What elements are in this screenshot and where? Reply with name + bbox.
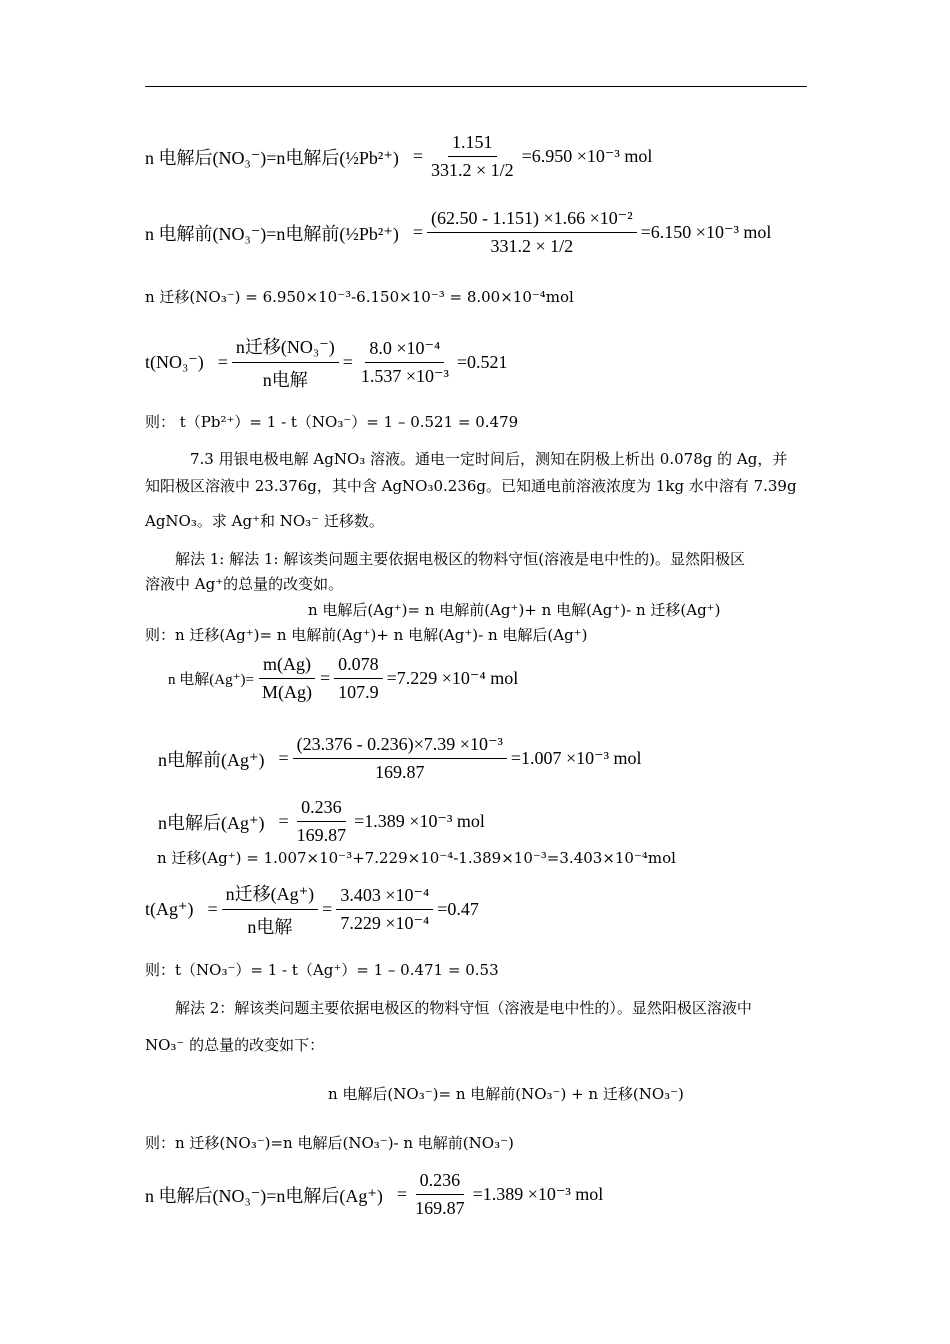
equation-rhs: =0.521 bbox=[456, 352, 508, 372]
equation-n-after-no3-ag: n 电解后(NO₃⁻)=n电解后(Ag⁺) = $\frac{0.236}{169.87}$ =1.389 ×10⁻³ mol bbox=[145, 1170, 604, 1218]
equation-n-before-ag: n电解前(Ag⁺) = $\frac{\text{(23.376 - 0.236)×7.39 ×10⁻³}}{169.87}$ =1.007 ×10⁻³ mol bbox=[158, 734, 642, 782]
equation-lhs: n 电解后(NO₃⁻)=n电解后(½Pb²⁺) bbox=[145, 147, 399, 168]
fraction-numerator: 0.078 bbox=[334, 654, 383, 679]
method-2-line-2: NO₃⁻ 的总量的改变如下： bbox=[145, 1036, 325, 1054]
fraction-denominator: M(Ag) bbox=[261, 682, 312, 702]
fraction-numerator: 3.403 ×10⁻⁴ bbox=[336, 885, 433, 910]
method-2-line-1: 解法 2：解该类问题主要依据电极区的物料守恒（溶液是电中性的）。显然阳极区溶液中 bbox=[175, 999, 752, 1017]
fraction-numerator: 0.236 bbox=[297, 797, 346, 822]
equation-lhs: t(NO₃⁻) bbox=[145, 352, 204, 372]
fraction-denominator: 169.87 bbox=[296, 825, 347, 845]
fraction bbox=[222, 880, 319, 939]
equation-lhs: n电解前(Ag⁺) bbox=[158, 749, 265, 770]
fraction-denominator: 169.87 bbox=[415, 1198, 465, 1218]
fraction bbox=[357, 338, 453, 387]
equation-t-no3: t(NO₃⁻) = $\frac{\text{n迁移(NO₃⁻)}}{\text{n电解}}$ = $\frac{\text{8.0 ×10⁻⁴}}{\text{1.537 ×10⁻³}}$ =0.521 bbox=[145, 333, 508, 392]
equation-n-migration-ag: n 迁移(Ag⁺) = 1.007×10⁻³+7.229×10⁻⁴-1.389×10⁻³=3.403×10⁻⁴mol bbox=[157, 849, 676, 867]
equation-n-electrolysis-ag: n 电解(Ag⁺)= $\frac{m(Ag)}{M(Ag)}$ = $\frac{0.078}{107.9}$ =7.229 ×10⁻⁴ mol bbox=[168, 654, 519, 702]
fraction bbox=[258, 654, 316, 703]
equation-lhs: n 电解前(NO₃⁻)=n电解前(½Pb²⁺) bbox=[145, 223, 399, 244]
equation-n-before-no3: n 电解前(NO₃⁻)=n电解前(½Pb²⁺) = $\frac{\text{(62.50 - 1.151) ×1.66 ×10⁻²}}{331.2 \times 1/2}$ =6.150 ×10⁻³ mol bbox=[145, 208, 772, 256]
fraction-denominator: n电解 bbox=[262, 370, 308, 390]
equation-rhs: =1.389 ×10⁻³ mol bbox=[472, 1184, 604, 1204]
fraction bbox=[336, 885, 433, 934]
equation-lhs: n电解后(Ag⁺) bbox=[158, 812, 265, 833]
equation-rhs: =6.950 ×10⁻³ mol bbox=[521, 146, 653, 166]
fraction-numerator: (62.50 - 1.151) ×1.66 ×10⁻² bbox=[427, 208, 637, 233]
fraction-numerator: n迁移(Ag⁺) bbox=[222, 880, 319, 910]
header-rule bbox=[145, 86, 807, 87]
problem-line-2: 知阳极区溶液中 23.376g，其中含 AgNO₃0.236g。已知通电前溶液浓度为 1kg 水中溶有 7.39g bbox=[145, 477, 797, 495]
equation-ag-balance: n 电解后(Ag⁺)= n 电解前(Ag⁺)+ n 电解(Ag⁺)- n 迁移(Ag⁺) bbox=[308, 601, 721, 619]
equation-n-migration-no3: n 迁移(NO₃⁻) = 6.950×10⁻³-6.150×10⁻³ = 8.00×10⁻⁴mol bbox=[145, 288, 574, 306]
equation-ag-migration: 则：n 迁移(Ag⁺)= n 电解前(Ag⁺)+ n 电解(Ag⁺)- n 电解后(Ag⁺) bbox=[145, 626, 588, 644]
equation-no3-migration: 则：n 迁移(NO₃⁻)=n 电解后(NO₃⁻)- n 电解前(NO₃⁻) bbox=[145, 1134, 514, 1152]
fraction bbox=[427, 132, 518, 181]
fraction-denominator: 107.9 bbox=[338, 682, 379, 702]
fraction-denominator: 7.229 ×10⁻⁴ bbox=[340, 913, 430, 933]
fraction-numerator: 1.151 bbox=[448, 132, 497, 157]
equation-n-after-ag: n电解后(Ag⁺) = $\frac{0.236}{169.87}$ =1.389 ×10⁻³ mol bbox=[158, 797, 485, 845]
fraction-denominator: 169.87 bbox=[375, 762, 425, 782]
fraction bbox=[334, 654, 383, 703]
equation-no3-balance: n 电解后(NO₃⁻)= n 电解前(NO₃⁻) + n 迁移(NO₃⁻) bbox=[328, 1085, 684, 1103]
fraction bbox=[293, 797, 351, 846]
equation-t-no3-result: 则：t（NO₃⁻）= 1 - t（Ag⁺）= 1 – 0.471 = 0.53 bbox=[145, 961, 499, 979]
problem-line-1: 7.3 用银电极电解 AgNO₃ 溶液。通电一定时间后，测知在阴极上析出 0.078g 的 Ag，并 bbox=[190, 450, 788, 468]
equation-rhs: =7.229 ×10⁻⁴ mol bbox=[386, 668, 519, 688]
equation-n-after-no3: n 电解后(NO₃⁻)=n电解后(½Pb²⁺) = $\frac{1.151}{331.2 \times 1/2}$ =6.950 ×10⁻³ mol bbox=[145, 132, 653, 180]
fraction bbox=[232, 333, 339, 392]
fraction-numerator: n迁移(NO₃⁻) bbox=[232, 333, 339, 363]
equation-rhs: =0.47 bbox=[437, 899, 479, 919]
fraction-numerator: (23.376 - 0.236)×7.39 ×10⁻³ bbox=[293, 734, 507, 759]
fraction-numerator: 8.0 ×10⁻⁴ bbox=[365, 338, 444, 363]
problem-line-3: AgNO₃。求 Ag⁺和 NO₃⁻ 迁移数。 bbox=[145, 512, 384, 530]
fraction-denominator: n电解 bbox=[247, 917, 293, 937]
fraction-denominator: 331.2 × 1/2 bbox=[430, 160, 514, 180]
method-1-line-2: 溶液中 Ag⁺的总量的改变如。 bbox=[145, 575, 344, 593]
equation-rhs: =1.389 ×10⁻³ mol bbox=[354, 811, 485, 831]
equation-lhs: t(Ag⁺) bbox=[145, 899, 194, 919]
equation-t-ag: t(Ag⁺) = $\frac{\text{n迁移(Ag⁺)}}{\text{n电解}}$ = $\frac{\text{3.403 ×10⁻⁴}}{\text{7.229 ×10⁻⁴}}$ =0.47 bbox=[145, 880, 479, 939]
equation-t-pb: 则： t（Pb²⁺）= 1 - t（NO₃⁻）= 1 – 0.521 = 0.479 bbox=[145, 413, 519, 431]
fraction bbox=[427, 208, 637, 257]
fraction bbox=[411, 1170, 469, 1219]
fraction-denominator: 1.537 ×10⁻³ bbox=[360, 366, 449, 386]
fraction-numerator: 0.236 bbox=[416, 1170, 465, 1195]
equation-lhs: n 电解后(NO₃⁻)=n电解后(Ag⁺) bbox=[145, 1185, 383, 1206]
equation-rhs: =1.007 ×10⁻³ mol bbox=[510, 748, 642, 768]
fraction bbox=[293, 734, 507, 783]
fraction-numerator: m(Ag) bbox=[259, 654, 315, 679]
method-1-line-1: 解法 1: 解法 1: 解该类问题主要依据电极区的物料守恒(溶液是电中性的)。显然阳极区 bbox=[175, 550, 745, 568]
fraction-denominator: 331.2 × 1/2 bbox=[490, 236, 574, 256]
equation-rhs: =6.150 ×10⁻³ mol bbox=[640, 222, 772, 242]
equation-lhs: n 电解(Ag⁺)= bbox=[168, 672, 254, 688]
